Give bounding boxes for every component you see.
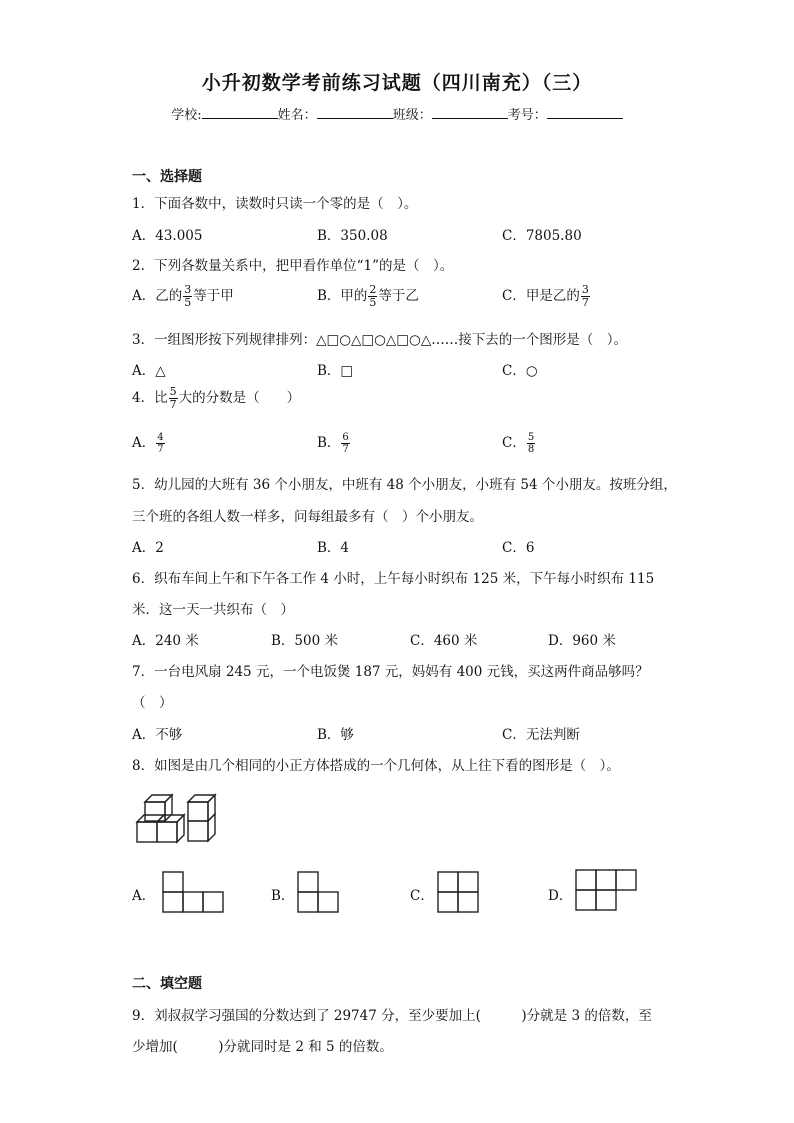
section-choice-title: 一、选择题 <box>132 169 202 185</box>
q2-b-denominator: 5 <box>369 296 377 309</box>
q4-option-b[interactable] <box>317 431 351 455</box>
q6-option-d[interactable]: D．960 米 <box>548 633 616 649</box>
q2-option-b[interactable] <box>317 284 419 309</box>
q7-option-c[interactable]: C．无法判断 <box>502 727 580 743</box>
q8-option-a-label[interactable]: A． <box>132 888 156 904</box>
q4-b-fraction <box>341 432 349 455</box>
q8-option-a-figure[interactable] <box>161 870 225 916</box>
q1-option-a[interactable]: A．43.005 <box>132 228 203 244</box>
q3-option-a[interactable]: A．△ <box>132 363 166 379</box>
q2-c-numerator: 3 <box>581 283 589 296</box>
cube-stack-figure <box>130 790 220 852</box>
q6-option-a[interactable]: A．240 米 <box>132 633 199 649</box>
q2-a-fraction <box>183 284 192 309</box>
q4-option-c[interactable] <box>502 431 536 455</box>
q4-a-denominator: 7 <box>157 444 164 455</box>
q8-option-b-figure[interactable] <box>296 870 342 916</box>
question-4 <box>132 386 300 411</box>
q8-option-c-label[interactable]: C． <box>410 888 434 904</box>
q4-c-label: C． <box>502 435 526 451</box>
q8-option-c-figure[interactable] <box>436 870 482 916</box>
student-info-line <box>0 104 794 123</box>
exam-number-blank[interactable] <box>547 105 623 119</box>
q7-option-b[interactable]: B．够 <box>317 727 354 743</box>
question-2: 2．下列各数量关系中，把甲看作单位“1”的是（ ）。 <box>132 258 454 274</box>
q4-fraction <box>169 386 178 411</box>
q1-option-c[interactable]: C．7805.80 <box>502 228 582 244</box>
q5-option-c[interactable]: C．6 <box>502 540 535 556</box>
name-label: 姓名： <box>277 108 317 123</box>
q2-option-a[interactable] <box>132 284 234 309</box>
q2-b-suffix: 等于乙 <box>378 288 419 304</box>
q5-option-a[interactable]: A．2 <box>132 540 164 556</box>
question-3: 3．一组图形按下列规律排列：△□○△□○△□○△……接下去的一个图形是（ ）。 <box>132 332 627 348</box>
q8-option-d-label[interactable]: D． <box>548 888 573 904</box>
q4-option-a[interactable] <box>132 431 166 455</box>
q4-a-fraction <box>156 432 164 455</box>
q4-b-denominator: 7 <box>342 444 349 455</box>
q4-c-denominator: 8 <box>527 444 535 455</box>
q2-c-prefix: C．甲是乙的 <box>502 288 580 304</box>
question-7-line-1: 7．一台电风扇 245 元，一个电饭煲 187 元，妈妈有 400 元钱，买这两件商品够吗？ <box>132 664 649 680</box>
question-6-line-2: 米．这一天一共织布（ ） <box>132 602 294 618</box>
q2-b-numerator: 2 <box>369 283 377 296</box>
q3-option-b[interactable]: B．□ <box>317 363 354 379</box>
q6-option-b[interactable]: B．500 米 <box>271 633 338 649</box>
q2-b-prefix: B．甲的 <box>317 288 368 304</box>
section-fill-title: 二、填空题 <box>132 976 202 992</box>
q2-b-fraction <box>368 284 377 309</box>
school-blank[interactable] <box>202 105 278 119</box>
q8-option-d-figure[interactable] <box>574 868 640 914</box>
q4-a-numerator: 4 <box>157 432 164 443</box>
school-label: 学校: <box>171 108 202 123</box>
q8-option-b-label[interactable]: B． <box>271 888 295 904</box>
q4-b-numerator: 6 <box>342 432 349 443</box>
q2-a-numerator: 3 <box>184 283 192 296</box>
question-8: 8．如图是由几个相同的小正方体搭成的一个几何体，从上往下看的图形是（ ）。 <box>132 758 620 774</box>
q4-c-numerator: 5 <box>527 432 535 443</box>
name-blank[interactable] <box>317 105 393 119</box>
q4-denominator: 7 <box>169 398 177 411</box>
question-1: 1．下面各数中，读数时只读一个零的是（ ）。 <box>132 196 418 212</box>
q4-b-label: B． <box>317 435 341 451</box>
q2-c-denominator: 7 <box>581 296 589 309</box>
q2-c-fraction <box>581 284 590 309</box>
q4-suffix: 大的分数是（ ） <box>178 390 301 406</box>
q1-option-b[interactable]: B．350.08 <box>317 228 388 244</box>
question-6-line-1: 6．织布车间上午和下午各工作 4 小时，上午每小时织布 125 米，下午每小时织布 115 <box>132 571 655 587</box>
question-7-line-2: （ ） <box>132 695 173 711</box>
q6-option-c[interactable]: C．460 米 <box>410 633 478 649</box>
q4-c-fraction <box>527 432 535 455</box>
q3-option-c[interactable]: C．○ <box>502 363 538 379</box>
q2-option-c[interactable] <box>502 284 591 309</box>
q2-a-prefix: A．乙的 <box>132 288 183 304</box>
exam-number-label: 考号： <box>507 108 547 123</box>
page-title: 小升初数学考前练习试题（四川南充）（三） <box>201 72 593 94</box>
q5-option-b[interactable]: B．4 <box>317 540 350 556</box>
class-label: 班级： <box>392 108 432 123</box>
question-9-line-2: 少增加( )分就同时是 2 和 5 的倍数。 <box>132 1039 393 1055</box>
question-5-line-2: 三个班的各组人数一样多，问每组最多有（ ）个小朋友。 <box>132 509 483 525</box>
q2-a-suffix: 等于甲 <box>193 288 234 304</box>
q4-a-label: A． <box>132 435 156 451</box>
q4-prefix: 4．比 <box>132 390 168 406</box>
class-blank[interactable] <box>432 105 508 119</box>
q4-numerator: 5 <box>169 385 177 398</box>
q7-option-a[interactable]: A．不够 <box>132 727 183 743</box>
q2-a-denominator: 5 <box>184 296 192 309</box>
question-5-line-1: 5．幼儿园的大班有 36 个小朋友，中班有 48 个小朋友，小班有 54 个小朋友。按班分组， <box>132 477 677 493</box>
question-9-line-1: 9．刘叔叔学习强国的分数达到了 29747 分，至少要加上( )分就是 3 的倍数，至 <box>132 1008 652 1024</box>
